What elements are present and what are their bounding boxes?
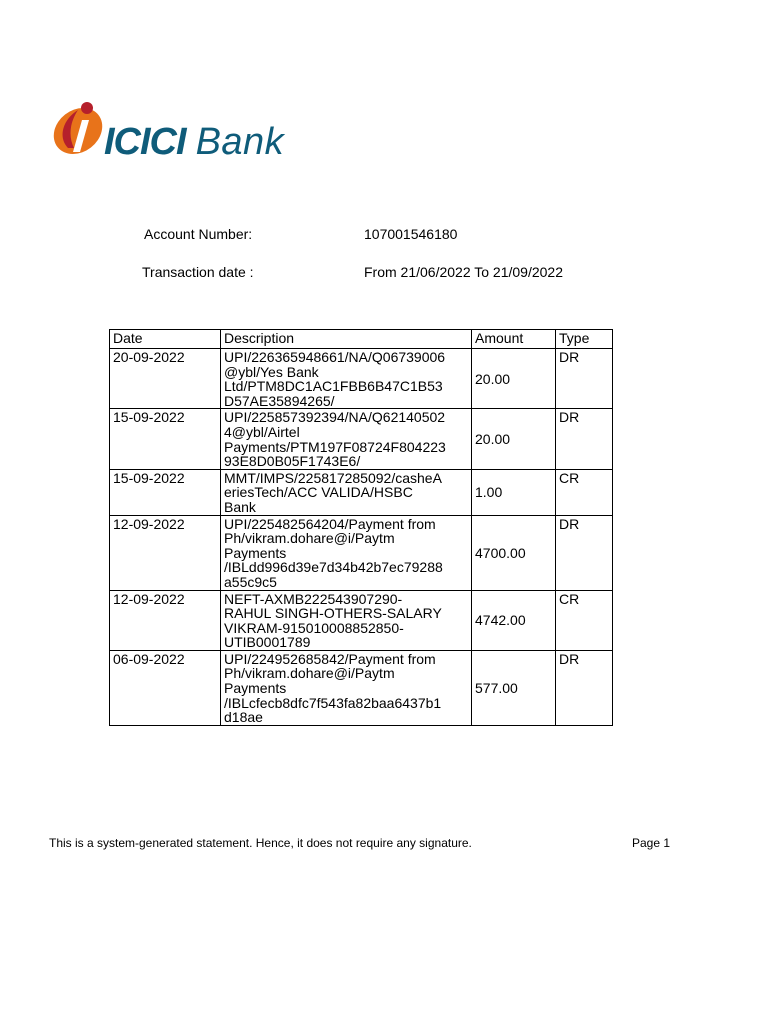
table-header-row (110, 330, 613, 349)
row-type: DR (556, 650, 613, 725)
description-line: Bank (224, 498, 256, 515)
column-header-description: Description (221, 330, 472, 349)
description-line: Payments/PTM197F08724F804223 (224, 438, 446, 455)
row-amount: 4742.00 (472, 590, 556, 650)
bank-name (104, 122, 284, 162)
row-description (221, 349, 472, 409)
account-number-label: Account Number: (144, 226, 253, 242)
footer-note: This is a system-generated statement. Hence, it does not require any signature. (49, 836, 472, 850)
description-line: UPI/225482564204/Payment from (224, 515, 436, 532)
row-amount: 20.00 (472, 349, 556, 409)
transaction-date-value: From 21/06/2022 To 21/09/2022 (364, 264, 564, 280)
row-amount: 577.00 (472, 650, 556, 725)
description-line: NEFT-AXMB222543907290- (224, 590, 403, 607)
row-amount: 20.00 (472, 409, 556, 469)
transactions-table (109, 329, 613, 726)
description-line: RAHUL SINGH-OTHERS-SALARY (224, 605, 442, 622)
row-amount: 4700.00 (472, 515, 556, 590)
row-type: CR (556, 469, 613, 515)
row-date: 15-09-2022 (110, 409, 221, 469)
row-type: DR (556, 409, 613, 469)
description-line: 93E8D0B05F1743E6/ (224, 453, 361, 470)
row-type: DR (556, 515, 613, 590)
description-line: eriesTech/ACC VALIDA/HSBC (224, 484, 413, 501)
row-date: 20-09-2022 (110, 349, 221, 409)
row-description (221, 515, 472, 590)
column-header-date: Date (110, 330, 221, 349)
description-line: VIKRAM-915010008852850- (224, 619, 404, 636)
column-header-type: Type (556, 330, 613, 349)
table-row (110, 409, 613, 469)
row-description (221, 650, 472, 725)
bank-name-regular: Bank (195, 121, 285, 163)
description-line: UPI/225857392394/NA/Q62140502 (224, 409, 446, 426)
description-line: UPI/224952685842/Payment from (224, 650, 436, 667)
description-line: @ybl/Yes Bank (224, 363, 319, 380)
table-row (110, 590, 613, 650)
row-description (221, 590, 472, 650)
description-line: Payments (224, 544, 287, 561)
row-description (221, 469, 472, 515)
description-line: Ph/vikram.dohare@i/Paytm (224, 530, 395, 547)
description-line: /IBLdd996d39e7d34b42b7ec79288 (224, 559, 443, 576)
description-line: MMT/IMPS/225817285092/casheA (224, 469, 442, 486)
table-row (110, 515, 613, 590)
table-row (110, 349, 613, 409)
table-row (110, 469, 613, 515)
row-type: DR (556, 349, 613, 409)
description-line: UTIB0001789 (224, 634, 311, 651)
description-line: 4@ybl/Airtel (224, 423, 300, 440)
row-date: 06-09-2022 (110, 650, 221, 725)
description-line: /IBLcfecb8dfc7f543fa82baa6437b1 (224, 694, 442, 711)
account-number-value: 107001546180 (364, 226, 458, 242)
description-line: D57AE35894265/ (224, 392, 335, 409)
column-header-amount: Amount (472, 330, 556, 349)
icici-logo-icon (48, 96, 110, 162)
table-row (110, 650, 613, 725)
transaction-date-label: Transaction date : (142, 264, 254, 280)
page-number: Page 1 (632, 836, 671, 850)
row-date: 12-09-2022 (110, 590, 221, 650)
row-date: 12-09-2022 (110, 515, 221, 590)
description-line: Ph/vikram.dohare@i/Paytm (224, 665, 395, 682)
row-amount: 1.00 (472, 469, 556, 515)
description-line: d18ae (224, 709, 263, 726)
description-line: UPI/226365948661/NA/Q06739006 (224, 349, 446, 365)
description-line: Payments (224, 680, 287, 697)
description-line: Ltd/PTM8DC1AC1FBB6B47C1B53 (224, 378, 443, 395)
bank-name-bold: ICICI (104, 121, 186, 163)
row-date: 15-09-2022 (110, 469, 221, 515)
description-line: a55c9c5 (224, 573, 277, 590)
row-description (221, 409, 472, 469)
row-type: CR (556, 590, 613, 650)
